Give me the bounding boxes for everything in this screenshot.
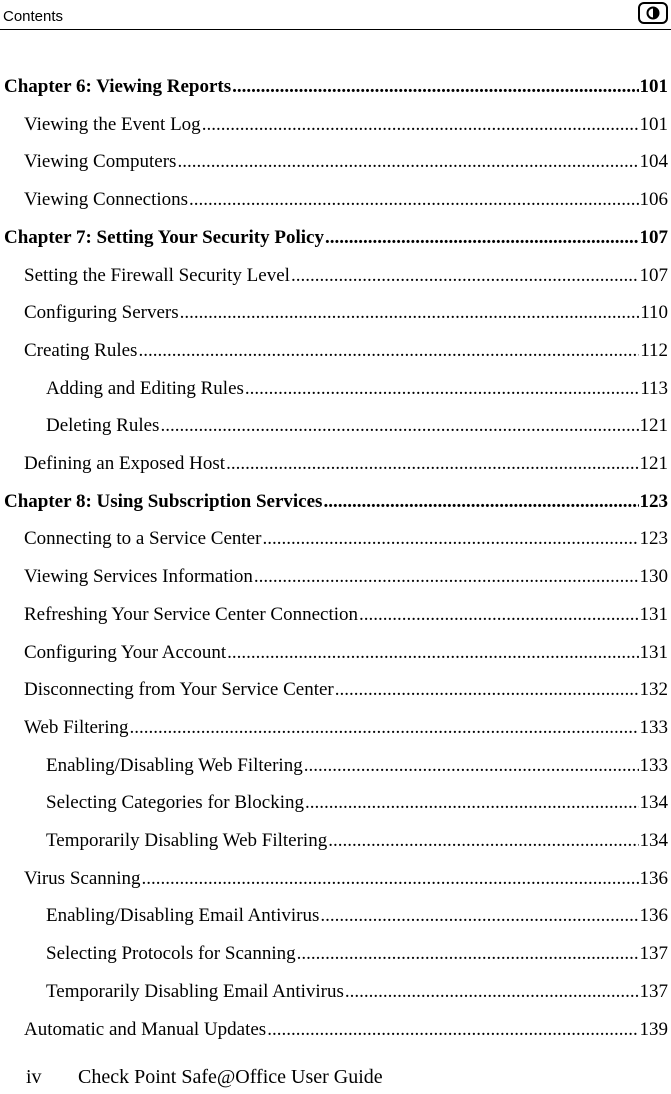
toc-entry-title: Chapter 8: Using Subscription Services [4, 490, 323, 512]
toc-entry[interactable] [46, 830, 668, 856]
toc-entry-page: 101 [639, 76, 668, 97]
dot-leader [202, 114, 639, 136]
toc-entry-title: Temporarily Disabling Email Antivirus [46, 980, 344, 1002]
toc-entry-page: 131 [639, 603, 668, 625]
toc-entry-title: Creating Rules [24, 339, 138, 361]
toc-entry[interactable] [24, 189, 668, 215]
toc-entry-title: Setting the Firewall Security Level [24, 264, 290, 286]
toc-entry-page: 134 [639, 830, 668, 851]
dot-leader [345, 981, 639, 1003]
toc-entry-title: Enabling/Disabling Web Filtering [46, 754, 303, 776]
dot-leader [138, 340, 639, 362]
toc-entry-page: 123 [639, 490, 668, 512]
dot-leader [335, 679, 639, 701]
toc-entry[interactable] [24, 114, 668, 140]
toc-entry-page: 131 [639, 641, 668, 663]
toc-entry[interactable] [24, 265, 668, 291]
toc-entry-title: Connecting to a Service Center [24, 528, 262, 550]
toc-entry-page: 110 [640, 302, 668, 324]
toc-entry-page: 107 [639, 264, 668, 286]
toc-entry[interactable] [24, 1019, 668, 1045]
toc-entry-page: 123 [639, 528, 668, 550]
toc-entry[interactable] [46, 943, 668, 969]
toc-entry-title: Temporarily Disabling Web Filtering [46, 830, 328, 851]
toc-entry-page: 137 [639, 980, 668, 1002]
dot-leader [359, 604, 638, 626]
dot-leader [267, 1019, 638, 1041]
toc-entry-title: Selecting Categories for Blocking [46, 792, 305, 814]
toc-entry[interactable] [46, 755, 668, 781]
dot-leader [177, 151, 638, 173]
dot-leader [226, 453, 638, 475]
toc-entry-page: 134 [639, 792, 668, 814]
toc-entry-page: 121 [639, 415, 668, 437]
toc-entry-title: Enabling/Disabling Email Antivirus [46, 905, 320, 927]
toc-entry[interactable] [24, 868, 668, 894]
toc-entry-page: 139 [639, 1018, 668, 1040]
toc-entry[interactable] [24, 604, 668, 630]
dot-leader [180, 302, 640, 324]
toc-entry-title: Adding and Editing Rules [46, 377, 244, 399]
toc-chapter-entry[interactable] [4, 227, 668, 253]
toc-entry-page: 112 [640, 339, 668, 361]
toc-entry[interactable] [24, 528, 668, 554]
page-header [0, 0, 671, 30]
toc-entry-page: 107 [639, 226, 668, 248]
toc-entry-page: 106 [639, 189, 668, 211]
toc-entry[interactable] [24, 679, 668, 705]
dot-leader [245, 378, 639, 400]
toc-entry-title: Defining an Exposed Host [24, 453, 226, 474]
toc-entry-page: 101 [639, 113, 668, 135]
toc-entry[interactable] [24, 453, 668, 479]
toc-entry-page: 133 [639, 754, 668, 776]
toc-entry-title: Viewing Computers [24, 151, 177, 173]
toc-entry-title: Viewing the Event Log [24, 113, 201, 135]
toc-entry[interactable] [24, 642, 668, 668]
toc-entry[interactable] [24, 151, 668, 177]
footer-book-title: Check Point Safe@Office User Guide [78, 1066, 383, 1088]
toc-entry[interactable] [24, 566, 668, 592]
toc-entry-title: Viewing Services Information [24, 566, 253, 588]
toc-entry-page: 136 [639, 867, 668, 889]
toc-entry-title: Web Filtering [24, 716, 129, 738]
toc-entry-title: Virus Scanning [24, 867, 141, 889]
toc-entry-title: Chapter 7: Setting Your Security Policy [4, 226, 324, 248]
footer-page-number: iv [26, 1066, 42, 1088]
dot-leader [232, 76, 638, 98]
toc-entry-title: Deleting Rules [46, 415, 160, 437]
toc-entry-page: 113 [640, 377, 668, 399]
toc-entry-page: 133 [639, 716, 668, 738]
toc-entry[interactable] [24, 302, 668, 328]
toc-entry-title: Selecting Protocols for Scanning [46, 943, 296, 965]
toc-entry-title: Viewing Connections [24, 189, 189, 211]
header-title: Contents [3, 8, 64, 25]
dot-leader [130, 717, 639, 739]
toc-entry-title: Configuring Your Account [24, 641, 227, 663]
dot-leader [254, 566, 639, 588]
dot-leader [291, 265, 639, 287]
toc-entry-title: Configuring Servers [24, 302, 179, 324]
toc-entry-title: Refreshing Your Service Center Connection [24, 603, 359, 625]
toc-entry[interactable] [46, 415, 668, 441]
toc-entry[interactable] [24, 340, 668, 366]
toc-chapter-entry[interactable] [4, 76, 668, 102]
dot-leader [189, 189, 638, 211]
toc-entry-page: 132 [639, 679, 668, 701]
toc-entry[interactable] [46, 905, 668, 931]
toc-entry-page: 137 [639, 943, 668, 965]
dot-leader [320, 905, 638, 927]
toc-entry-page: 130 [639, 566, 668, 588]
dot-leader [262, 528, 638, 550]
toc-entry-page: 136 [639, 905, 668, 927]
dot-leader [160, 415, 638, 437]
checkpoint-logo-icon [638, 2, 668, 24]
toc-entry-title: Chapter 6: Viewing Reports [4, 76, 232, 97]
toc-entry-page: 104 [639, 151, 668, 173]
dot-leader [323, 491, 638, 513]
dot-leader [325, 227, 639, 249]
dot-leader [227, 642, 638, 664]
toc-chapter-entry[interactable] [4, 491, 668, 517]
dot-leader [142, 868, 639, 890]
dot-leader [328, 830, 638, 852]
dot-leader [297, 943, 639, 965]
toc-entry[interactable] [46, 378, 668, 404]
toc-entry[interactable] [46, 981, 668, 1007]
dot-leader [304, 755, 639, 777]
toc-entry[interactable] [46, 792, 668, 818]
toc-entry-title: Disconnecting from Your Service Center [24, 679, 334, 701]
toc-entry-page: 121 [639, 453, 668, 474]
page-footer [0, 1060, 671, 1090]
toc-entry[interactable] [24, 717, 668, 743]
toc-entry-title: Automatic and Manual Updates [24, 1018, 267, 1040]
dot-leader [305, 792, 638, 814]
